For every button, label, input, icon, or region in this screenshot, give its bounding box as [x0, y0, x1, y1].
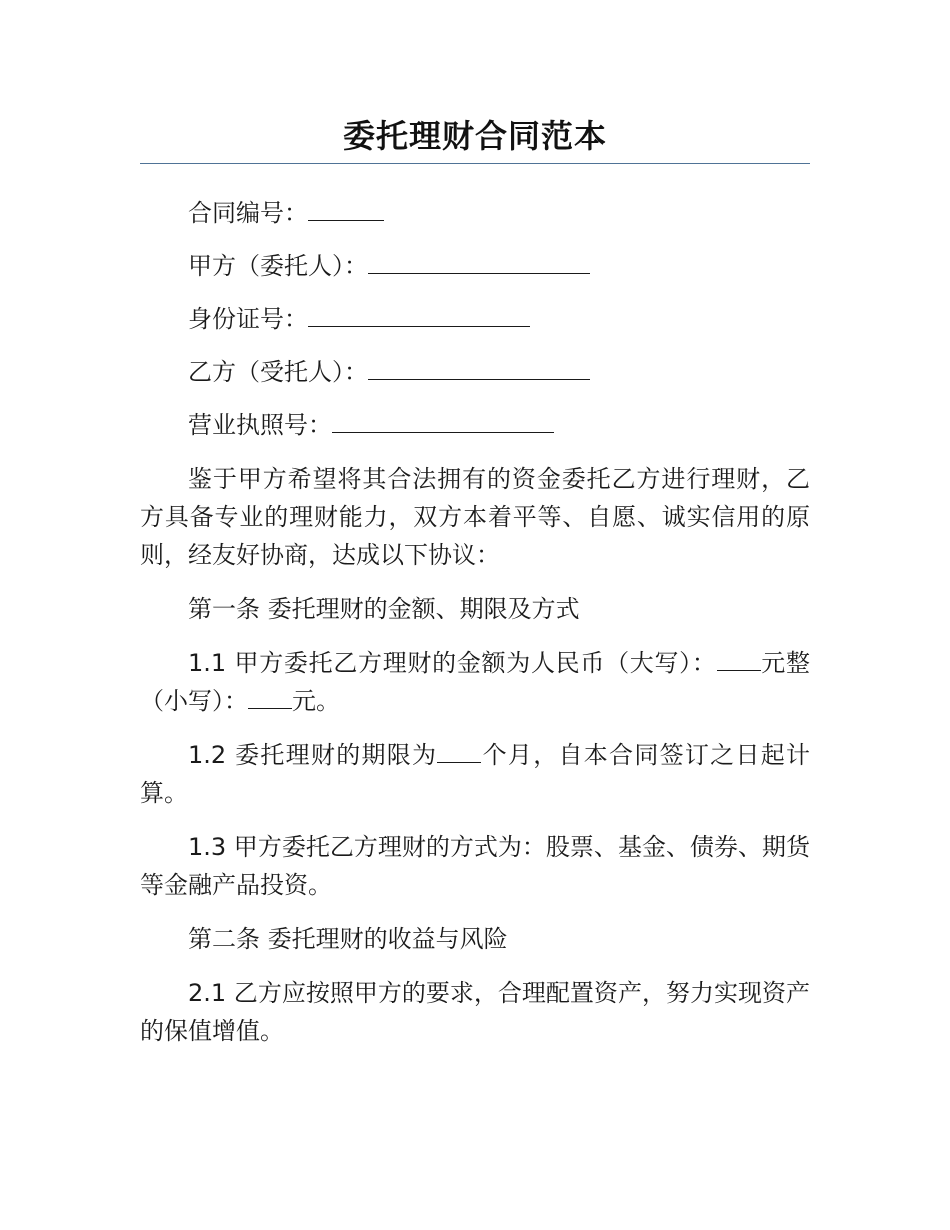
document-title: 委托理财合同范本: [342, 117, 607, 155]
clause-1-1: [140, 644, 810, 720]
party-a-field: [140, 247, 810, 285]
field-label: 甲方（委托人）：: [188, 252, 368, 280]
clause-text: 元整（小写）：: [140, 649, 811, 715]
contract-number-field: [140, 194, 810, 232]
title-underline: [140, 163, 810, 164]
preamble-paragraph: 鉴于甲方希望将其合法拥有的资金委托乙方进行理财，乙方具备专业的理财能力，双方本着平等、自愿、诚实信用的原则，经友好协商，达成以下协议：: [140, 465, 810, 569]
clause-text: 个月，自本合同签订之日起计算。: [140, 741, 811, 807]
field-label: 合同编号：: [188, 199, 308, 227]
clause-text: 1.2 委托理财的期限为: [188, 741, 438, 769]
fill-in-blank: [437, 740, 481, 763]
article-2-heading: 第二条 委托理财的收益与风险: [188, 925, 508, 953]
clause-1-3: 1.3 甲方委托乙方理财的方式为：股票、基金、债券、期货等金融产品投资。: [140, 833, 810, 899]
id-number-field: [140, 300, 810, 338]
fill-in-blank: [308, 302, 530, 327]
clause-2-1: 2.1 乙方应按照甲方的要求，合理配置资产，努力实现资产的保值增值。: [140, 979, 810, 1045]
field-label: 乙方（受托人）：: [188, 358, 368, 386]
clause-1-2: [140, 736, 810, 812]
clause-text: 1.1 甲方委托乙方理财的金额为人民币（大写）：: [188, 649, 717, 677]
field-label: 营业执照号：: [188, 411, 332, 439]
fill-in-blank: [332, 408, 554, 433]
fill-in-blank: [308, 196, 384, 221]
fill-in-blank: [368, 355, 590, 380]
clause-text: 元。: [292, 687, 340, 715]
business-license-field: [140, 406, 810, 444]
article-1-heading: 第一条 委托理财的金额、期限及方式: [188, 595, 580, 623]
fill-in-blank: [368, 249, 590, 274]
field-label: 身份证号：: [188, 305, 308, 333]
fill-in-blank: [717, 648, 761, 671]
document-body: [140, 194, 810, 1050]
fill-in-blank: [248, 686, 292, 709]
party-b-field: [140, 353, 810, 391]
